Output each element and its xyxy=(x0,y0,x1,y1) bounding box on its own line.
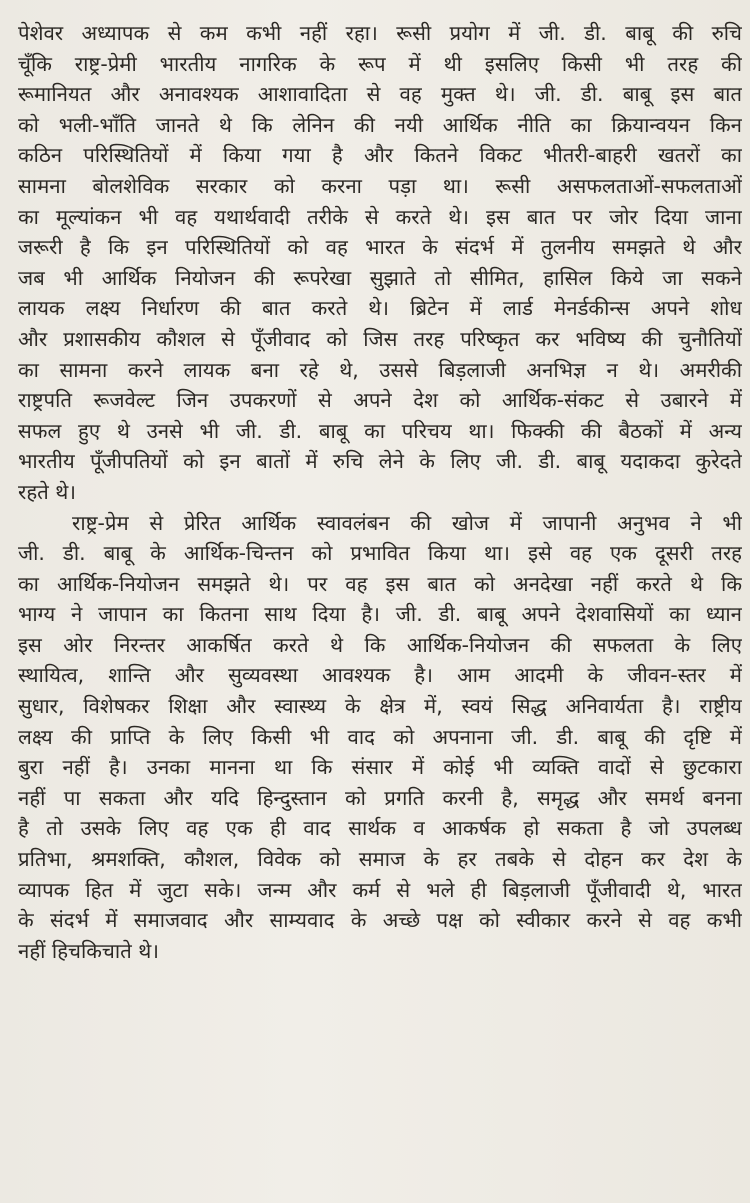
text-line: के संदर्भ में समाजवाद और साम्यवाद के अच्छे पक्ष को स्वीकार करने से वह कभी xyxy=(18,908,742,933)
text-line: राष्ट्रपति रूजवेल्ट जिन उपकरणों से अपने देश को आर्थिक-संकट से उबारने में xyxy=(18,388,742,413)
paragraph-2 xyxy=(18,508,742,967)
text-line: जब भी आर्थिक नियोजन की रूपरेखा सुझाते तो सीमित, हासिल किये जा सकने xyxy=(18,265,742,290)
text-line: और प्रशासकीय कौशल से पूँजीवाद को जिस तरह परिष्कृत कर भविष्य की चुनौतियों xyxy=(18,326,742,351)
text-line: लक्ष्य की प्राप्ति के लिए किसी भी वाद को अपनाना जी. डी. बाबू की दृष्टि में xyxy=(18,724,742,749)
text-line: का सामना करने लायक बना रहे थे, उससे बिड़लाजी अनभिज्ञ न थे। अमरीकी xyxy=(18,357,742,382)
text-line: नहीं हिचकिचाते थे। xyxy=(18,938,159,963)
text-line: रूमानियत और अनावश्यक आशावादिता से वह मुक्त थे। जी. डी. बाबू इस बात xyxy=(18,82,742,107)
text-line: को भली-भाँति जानते थे कि लेनिन की नयी आर्थिक नीति का क्रियान्वयन किन xyxy=(18,112,742,137)
text-line: बुरा नहीं है। उनका मानना था कि संसार में कोई भी व्यक्ति वादों से छुटकारा xyxy=(18,755,742,780)
text-line: का मूल्यांकन भी वह यथार्थवादी तरीके से करते थे। इस बात पर जोर दिया जाना xyxy=(18,204,742,229)
text-line: व्यापक हित में जुटा सके। जन्म और कर्म से भले ही बिड़लाजी पूँजीवादी थे, भारत xyxy=(18,877,742,902)
text-line: जी. डी. बाबू के आर्थिक-चिन्तन को प्रभावित किया था। इसे वह एक दूसरी तरह xyxy=(18,541,742,566)
text-line: प्रतिभा, श्रमशक्ति, कौशल, विवेक को समाज के हर तबके से दोहन कर देश के xyxy=(18,847,742,872)
text-line: लायक लक्ष्य निर्धारण की बात करते थे। ब्रिटेन में लार्ड मेनर्डकीन्स अपने शोध xyxy=(18,296,742,321)
text-line: पेशेवर अध्यापक से कम कभी नहीं रहा। रूसी प्रयोग में जी. डी. बाबू की रुचि xyxy=(18,21,742,45)
text-line: कठिन परिस्थितियों में किया गया है और कितने विकट भीतरी-बाहरी खतरों का xyxy=(18,143,742,168)
text-line: सामना बोलशेविक सरकार को करना पड़ा था। रूसी असफलताओं-सफलताओं xyxy=(18,173,742,198)
text-line: इस ओर निरन्तर आकर्षित करते थे कि आर्थिक-नियोजन की सफलता के लिए xyxy=(18,632,742,657)
text-line: स्थायित्व, शान्ति और सुव्यवस्था आवश्यक है। आम आदमी के जीवन-स्तर में xyxy=(18,663,742,688)
paragraph-1 xyxy=(18,18,742,508)
text-line: है तो उसके लिए वह एक ही वाद सार्थक व आकर्षक हो सकता है जो उपलब्ध xyxy=(18,816,742,841)
text-line: राष्ट्र-प्रेम से प्रेरित आर्थिक स्वावलंबन की खोज में जापानी अनुभव ने भी xyxy=(72,510,742,535)
text-line: सुधार, विशेषकर शिक्षा और स्वास्थ्य के क्षेत्र में, स्वयं सिद्ध अनिवार्यता है। राष्ट्रीय xyxy=(18,694,742,719)
text-line: नहीं पा सकता और यदि हिन्दुस्तान को प्रगति करनी है, समृद्ध और समर्थ बनना xyxy=(18,785,742,810)
text-line: भाग्य ने जापान का कितना साथ दिया है। जी. डी. बाबू अपने देशवासियों का ध्यान xyxy=(18,602,742,627)
text-line: भारतीय पूँजीपतियों को इन बातों में रुचि लेने के लिए जी. डी. बाबू यदाकदा कुरेदते xyxy=(18,449,742,474)
text-line: चूँकि राष्ट्र-प्रेमी भारतीय नागरिक के रूप में थी इसलिए किसी भी तरह की xyxy=(18,51,742,76)
text-line: सफल हुए थे उनसे भी जी. डी. बाबू का परिचय था। फिक्की की बैठकों में अन्य xyxy=(18,418,742,443)
text-line: जरूरी है कि इन परिस्थितियों को वह भारत के संदर्भ में तुलनीय समझते थे और xyxy=(18,235,742,260)
text-line: रहते थे। xyxy=(18,479,77,504)
text-line: का आर्थिक-नियोजन समझते थे। पर वह इस बात को अनदेखा नहीं करते थे कि xyxy=(18,571,742,596)
